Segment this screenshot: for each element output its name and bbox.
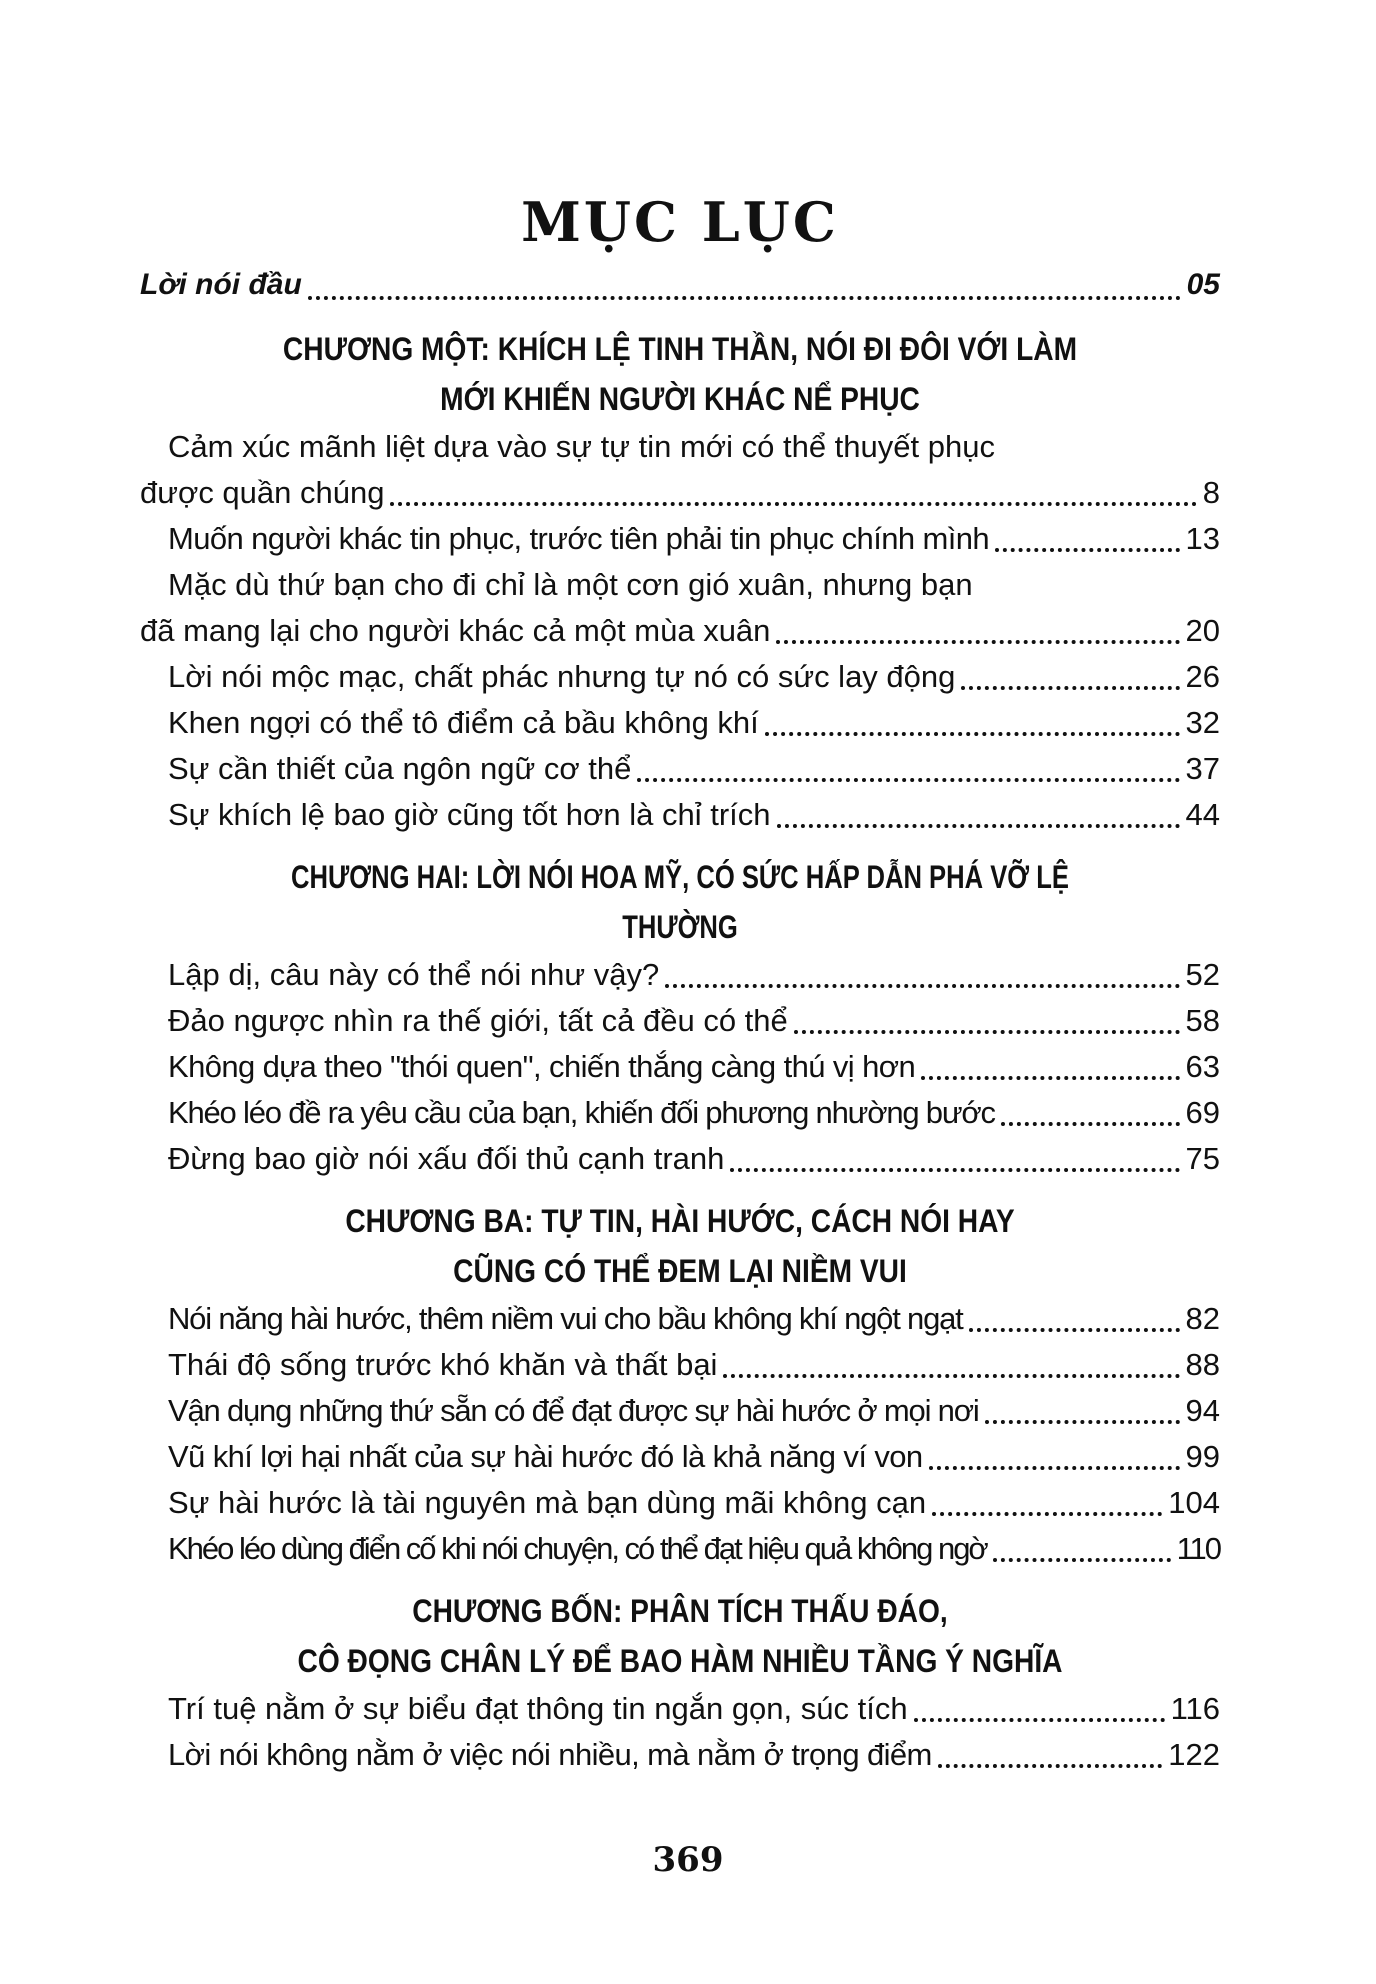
entry-label: đã mang lại cho người khác cả một mùa xuân — [140, 613, 771, 648]
chapter-heading-line: CHƯƠNG BỐN: PHÂN TÍCH THẤU ĐÁO, — [412, 1593, 948, 1629]
entry-label: Khen ngợi có thể tô điểm cả bầu không khí — [168, 705, 759, 740]
toc-entry — [140, 792, 1220, 838]
leader-dots — [938, 1764, 1162, 1768]
entry-label: được quần chúng — [140, 475, 385, 510]
toc-entry — [140, 952, 1220, 998]
entry-page: 75 — [1185, 1141, 1220, 1176]
page-title: MỤC LỤC — [521, 190, 839, 254]
toc-entry — [140, 998, 1220, 1044]
leader-dots — [914, 1718, 1165, 1722]
entry-page: 110 — [1176, 1531, 1220, 1566]
toc-entry — [140, 1296, 1220, 1342]
chapter-heading-line: CÔ ĐỌNG CHÂN LÝ ĐỂ BAO HÀM NHIỀU TẦNG Ý NGHĨA — [297, 1643, 1063, 1679]
entry-page: 52 — [1185, 957, 1220, 992]
toc-entry-first-line: Cảm xúc mãnh liệt dựa vào sự tự tin mới có thể thuyết phục — [168, 429, 995, 464]
toc-entry — [140, 516, 1220, 562]
toc-entry — [140, 700, 1220, 746]
entry-page: 122 — [1168, 1737, 1220, 1772]
entry-label: Vận dụng những thứ sẵn có để đạt được sự hài hước ở mọi nơi — [168, 1393, 979, 1428]
leader-dots — [308, 296, 1181, 300]
chapter-heading-line: CŨNG CÓ THỂ ĐEM LẠI NIỀM VUI — [453, 1253, 907, 1289]
chapter-heading — [205, 1196, 1155, 1296]
toc-entry — [140, 1732, 1220, 1778]
entry-label: Khéo léo dùng điển cố khi nói chuyện, có thể đạt hiệu quả không ngờ — [168, 1531, 987, 1566]
entry-page: 05 — [1186, 268, 1220, 301]
entry-page: 20 — [1185, 613, 1220, 648]
toc-entry — [140, 608, 1220, 654]
entry-page: 44 — [1185, 797, 1220, 832]
entry-page: 116 — [1170, 1691, 1220, 1726]
entry-page: 88 — [1185, 1347, 1220, 1382]
entry-page: 82 — [1185, 1301, 1220, 1336]
toc-entry — [140, 746, 1220, 792]
entry-label: Không dựa theo "thói quen", chiến thắng càng thú vị hơn — [168, 1049, 916, 1084]
table-of-contents — [140, 190, 1220, 1778]
entry-page: 94 — [1185, 1393, 1220, 1428]
leader-dots — [776, 640, 1179, 644]
toc-entry — [140, 470, 1220, 516]
toc-entry — [140, 1526, 1220, 1572]
chapter-heading-line: MỚI KHIẾN NGƯỜI KHÁC NỂ PHỤC — [440, 381, 920, 417]
entry-label: Đừng bao giờ nói xấu đối thủ cạnh tranh — [168, 1141, 725, 1176]
entry-page: 63 — [1185, 1049, 1220, 1084]
leader-dots — [995, 548, 1179, 552]
entry-page: 26 — [1185, 659, 1220, 694]
toc-entry — [140, 1480, 1220, 1526]
entry-label: Lời nói mộc mạc, chất phác nhưng tự nó có sức lay động — [168, 659, 956, 694]
toc-entry — [140, 1342, 1220, 1388]
leader-dots — [961, 686, 1179, 690]
entry-label: Nói năng hài hước, thêm niềm vui cho bầu không khí ngột ngạt — [168, 1301, 963, 1336]
entry-page: 104 — [1168, 1485, 1220, 1520]
toc-entry-intro — [140, 260, 1220, 310]
entry-page: 13 — [1185, 521, 1220, 556]
entry-label: Sự cần thiết của ngôn ngữ cơ thể — [168, 751, 632, 786]
leader-dots — [794, 1030, 1180, 1034]
chapter-heading-line: CHƯƠNG MỘT: KHÍCH LỆ TINH THẦN, NÓI ĐI ĐÔI VỚI LÀM — [282, 331, 1078, 367]
entry-page: 99 — [1185, 1439, 1220, 1474]
toc-entry — [140, 1136, 1220, 1182]
entry-page: 8 — [1202, 475, 1220, 510]
leader-dots — [777, 824, 1180, 828]
entry-label: Vũ khí lợi hại nhất của sự hài hước đó là khả năng ví von — [168, 1439, 923, 1474]
leader-dots — [665, 984, 1179, 988]
leader-dots — [932, 1512, 1162, 1516]
leader-dots — [390, 502, 1196, 506]
chapter-heading — [248, 852, 1112, 952]
entry-label: Trí tuệ nằm ở sự biểu đạt thông tin ngắn gọn, súc tích — [168, 1691, 908, 1726]
leader-dots — [985, 1420, 1180, 1424]
entry-page: 69 — [1185, 1095, 1220, 1130]
toc-entry — [140, 654, 1220, 700]
entry-label: Thái độ sống trước khó khăn và thất bại — [168, 1347, 718, 1382]
chapter-heading — [205, 324, 1155, 424]
entry-label: Khéo léo đề ra yêu cầu của bạn, khiến đối phương nhường bước — [168, 1095, 995, 1130]
entry-label: Đảo ngược nhìn ra thế giới, tất cả đều có thể — [168, 1003, 788, 1038]
leader-dots — [730, 1168, 1179, 1172]
chapter-heading — [205, 1586, 1155, 1686]
leader-dots — [765, 732, 1180, 736]
entry-label: Sự khích lệ bao giờ cũng tốt hơn là chỉ trích — [168, 797, 771, 832]
chapter-heading-line: CHƯƠNG HAI: LỜI NÓI HOA MỸ, CÓ SỨC HẤP DẪN PHÁ VỠ LỆ THƯỜNG — [291, 859, 1069, 945]
chapter-heading-line: CHƯƠNG BA: TỰ TIN, HÀI HƯỚC, CÁCH NÓI HAY — [345, 1203, 1015, 1239]
entry-label: Lời nói không nằm ở việc nói nhiều, mà nằm ở trọng điểm — [168, 1737, 932, 1772]
entry-page: 32 — [1185, 705, 1220, 740]
entry-label: Muốn người khác tin phục, trước tiên phải tin phục chính mình — [168, 521, 990, 556]
toc-entry — [140, 1388, 1220, 1434]
leader-dots — [921, 1076, 1179, 1080]
entry-page: 37 — [1185, 751, 1220, 786]
entry-page: 58 — [1185, 1003, 1220, 1038]
leader-dots — [637, 778, 1179, 782]
leader-dots — [723, 1374, 1179, 1378]
entry-label: Lập dị, câu này có thể nói như vậy? — [168, 957, 660, 992]
leader-dots — [969, 1328, 1180, 1332]
toc-entry — [140, 1686, 1220, 1732]
page-number: 369 — [652, 1840, 724, 1880]
leader-dots — [1001, 1122, 1180, 1126]
leader-dots — [993, 1558, 1171, 1562]
entry-label: Sự hài hước là tài nguyên mà bạn dùng mãi không cạn — [168, 1485, 927, 1520]
leader-dots — [929, 1466, 1180, 1470]
toc-entry — [140, 1434, 1220, 1480]
toc-entry-first-line: Mặc dù thứ bạn cho đi chỉ là một cơn gió xuân, nhưng bạn — [168, 567, 973, 602]
toc-entry — [140, 1090, 1220, 1136]
entry-label: Lời nói đầu — [140, 268, 302, 301]
toc-entry — [140, 1044, 1220, 1090]
